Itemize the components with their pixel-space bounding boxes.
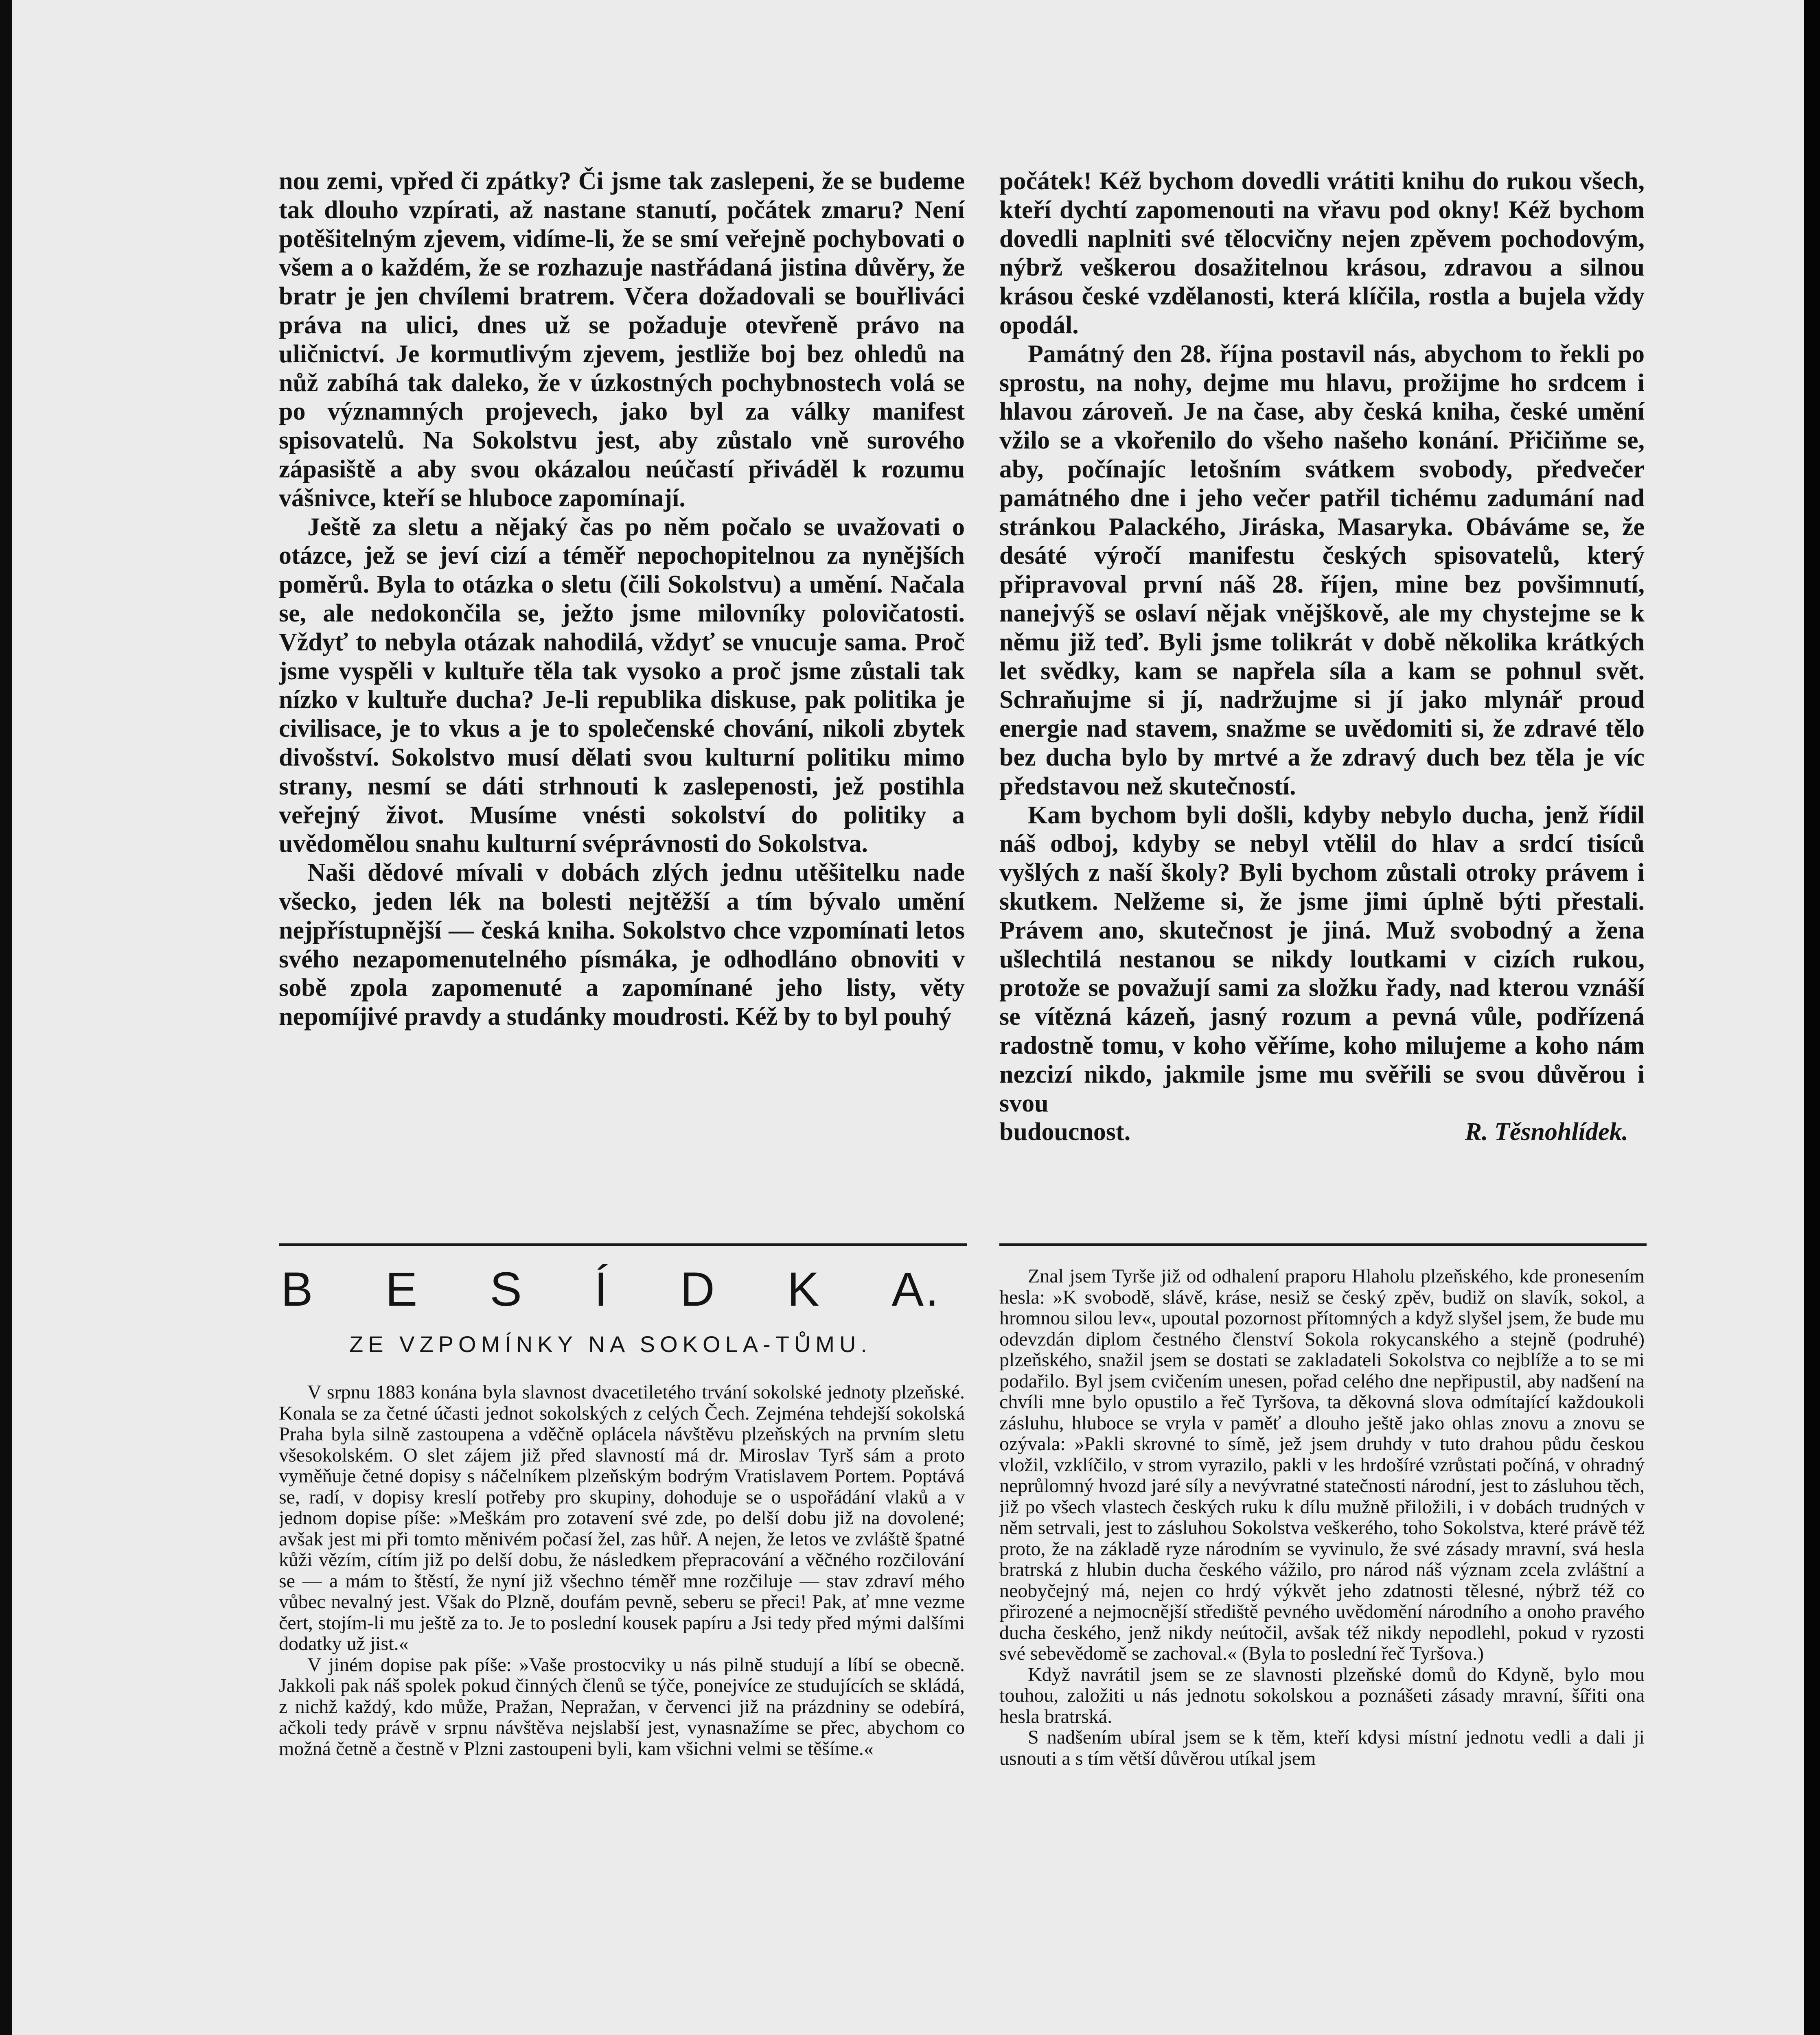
article-paragraph: nou zemi, vpřed či zpátky? Či jsme tak zaslepeni, že se budeme tak dlouho vzpírati, až nastane stanutí, počátek zmaru? Není potěšitelným zjevem, vidíme-li, že se smí veřejně pochybovati o všem a o každém, že se rozhazuje nastřádaná jistina důvěry, že bratr je jen chvílemi bratrem. Včera dožadovali se bouřliváci práva na ulici, dnes už se požaduje otevřeně právo na uličnictví. Je kormutlivým zjevem, jestliže boj bez ohledů na nůž zabíhá tak daleko, že v úzkostných pochybnostech volá se po významných projevech, jako byl za války manifest spisovatelů. Na Sokolstvu jest, aby zůstalo vně surového zápasiště a aby svou okázalou neúčastí přiváděl k rozumu vášnivce, kteří se hluboce zapomínají. <box>279 167 965 512</box>
article-paragraph: Naši dědové mívali v dobách zlých jednu utěšitelku nade všecko, jeden lék na bolesti nejtěžší a tím bývalo umění nejpřístupnější — česká kniha. Sokolstvo chce vzpomínati letos svého nezapomenutelného písmáka, je odhodláno obnoviti v sobě zpola zapomenuté a zapomínané jeho listy, věty nepomíjivé pravdy a studánky moudrosti. Kéž by to byl pouhý <box>279 859 965 1031</box>
heading-letter: Í <box>594 1263 609 1316</box>
article-paragraph: Ještě za sletu a nějaký čas po něm počalo se uvažovati o otázce, jež se jeví cizí a téměř nepochopitelnou za nynějších poměrů. Byla to otázka o sletu (čili Sokolstvu) a umění. Načala se, ale nedokončila se, ježto jsme milovníky polovičatosti. Vždyť to nebyla otázak nahodilá, vždyť se vnucuje sama. Proč jsme vyspěli v kultuře těla tak vysoko a proč jsme zůstali tak nízko v kultuře ducha? Je-li republika diskuse, pak politika je civilisace, je to vkus a je to společenské chování, nikoli zbytek divošství. Sokolstvo musí dělati svou kulturní politiku mimo strany, nesmí se dáti strhnouti k zaslepenosti, jež postihla veřejný život. Musíme vnésti sokolství do politiky a uvědomělou snahu kulturní svéprávnosti do Sokolstva. <box>279 513 965 858</box>
article-right-column <box>999 167 1645 1229</box>
heading-letter: B <box>281 1263 315 1316</box>
article-paragraph: Památný den 28. října postavil nás, abychom to řekli po sprostu, na nohy, dejme mu hlavu, prožijme ho srdcem i hlavou zároveň. Je na čase, aby česká kniha, české umění vžilo se a vkořenilo do všeho našeho konání. Přičiňme se, aby, počínajíc letošním svátkem svobody, předvečer památného dne i jeho večer patřil tichému zadumání nad stránkou Palackého, Jiráska, Masaryka. Obáváme se, že desáté výročí manifestu českých spisovatelů, který připravoval první náš 28. říjen, mine bez povšimnutí, nanejvýš se oslaví nějak vnějškově, ale my chystejme se k němu již teď. Byli jsme tolikrát v době několika krátkých let svědky, kam se napřela síla a kam se pohnul svět. Schraňujme si jí, nadržujme si jí jako mlynář proud energie nad stavem, snažme se uvědomiti si, že zdravé tělo bez ducha bylo by mrtvé a že zdravý duch bez těla je víc představou než skutečností. <box>999 340 1645 800</box>
article-paragraph: počátek! Kéž bychom dovedli vrátiti knihu do rukou všech, kteří dychtí zapomenouti na vřavu pod okny! Kéž bychom dovedli naplniti své tělocvičny nejen zpěvem pochodovým, nýbrž veškerou dosažitelnou krásou, zdravou a silnou krásou české vzdělanosti, která klíčila, rostla a bujela vždy opodál. <box>999 167 1645 339</box>
scan-edge-right <box>1804 0 1820 2035</box>
article-left-column <box>279 167 965 1229</box>
author-signature: R. Těsnohlídek. <box>1465 1118 1628 1146</box>
heading-letter: S <box>490 1263 523 1316</box>
closing-word: budoucnost. <box>999 1118 1131 1146</box>
heading-letter: E <box>385 1263 419 1316</box>
besidka-right-column <box>999 1266 1645 2035</box>
article-paragraph: Kam bychom byli došli, kdyby nebylo ducha, jenž řídil náš odboj, kdyby se nebyl vtělil do hlav a srdcí tisíců vyšlých z naší školy? Byli bychom zůstali otroky právem i skutkem. Nelžeme si, že jsme jimi úplně býti přestali. Právem ano, skutečnost je jiná. Muž svobodný a žena ušlechtilá nestanou se nikdy loutkami v cizích rukou, protože se považují sami za složku řady, nad kterou vznáší se vítězná kázeň, jasný rozum a pevná vůle, podřízená radostně tomu, v koho věříme, koho milujeme a koho nám nezcizí nikdo, jakmile jsme mu svěřili se svou důvěrou i svou <box>999 801 1645 1117</box>
besidka-paragraph: V jiném dopise pak píše: »Vaše prostocviky u nás pilně studují a líbí se obecně. Jakkoli pak náš spolek pokud činných členů se týče, ponejvíce ze studujících se skládá, z nichž každý, kdo může, Pražan, Nepražan, v červenci již na prázdniny se odebírá, ačkoli tedy právě v srpnu návštěva nejslabší jest, vynasnažíme se přec, abychom co možná četně a čestně v Plzni zastoupeni byli, kam všichni velmi se těšíme.« <box>279 1654 965 1759</box>
besidka-left-column <box>279 1382 965 2035</box>
besidka-paragraph: Znal jsem Tyrše již od odhalení praporu Hlaholu plzeňského, kde pronesením hesla: »K svobodě, slávě, kráse, nesiž se český zpěv, budiž on slavík, sokol, a hromnou silou lev«, upoutal pozornost přítomných a když slyšel jsem, že bude mu odevzdán diplom čestného členství Sokola rokycanského a stejně (podruhé) plzeňského, snažil jsem se dostati se zakladateli Sokolstva co nejblíže a to se mi podařilo. Byl jsem cvičením unesen, pořad celého dne nepřipustil, aby nadšení na chvíli mne bylo opustilo a řeč Tyršova, ta děkovná slova odmítající každoukoli zásluhu, hluboce se vryla v paměť a dlouho ještě jako ohlas znovu a znovu se ozývala: »Pakli skrovné to símě, jež jsem druhdy v tuto drahou půdu českou vložil, vzklíčilo, v strom vyrazilo, pakli v les hrdošíré vzrůstati počíná, v ohradný neprůlomný hvozd jaré síly a nevývratné statečnosti národní, jest to zásluhou těch, již po všech vlastech českých ruku k dílu mužně přiložili, i v dobách trudných v něm setrvali, jest to zásluhou Sokolstva veškerého, toho Sokolstva, které právě též proto, že na základě ryze národním se vyvinulo, že své zásady mravní, svá hesla bratrská z hlubin ducha českého vážilo, pro národ náš význam zcela zvláštní a neobyčejný má, nejen co hrdý výkvět jeho zdatnosti tělesné, nýbrž též co přirozené a nejmocnější střediště pevného uvědomění národního a onoho pravého ducha českého, jenž nikdy neútočil, avšak též nikdy nepodlehl, pokud v ryzosti své sebevědomě se zachoval.« (Byla to poslední řeč Tyršova.) <box>999 1266 1645 1664</box>
signature-line <box>999 1118 1645 1147</box>
heading-letter: D <box>680 1263 716 1316</box>
besidka-subheading: ZE VZPOMÍNKY NA SOKOLA-TŮMU. <box>349 1331 872 1357</box>
besidka-paragraph: V srpnu 1883 konána byla slavnost dvacetiletého trvání sokolské jednoty plzeňské. Konala se za četné účasti jednot sokolských z celých Čech. Zejména tehdejší sokolská Praha byla silně zastoupena a vděčně oplácela návštěvu plzeňských na prvním sletu všesokolském. O slet zájem již před slavností má dr. Miroslav Tyrš sám a proto vyměňuje četné dopisy s náčelníkem plzeňským bodrým Vratislavem Portem. Poptává se, radí, v dopisy kreslí potřeby pro skupiny, dohoduje se o uspořádání vlaků a v jednom dopise píše: »Meškám pro zotavení své zde, po delší dobu již na dovolené; avšak jest mi při tomto měnivém počasí žel, zas hůř. A nejen, že letos ve zvláště špatné kůži vězím, cítím již po delší dobu, že následkem přepracování a věčného rozčilování se — a mám to štěstí, že nyní již všechno téměř mne rozčiluje — stav zdraví mého vůbec nevalný jest. Však do Plzně, doufám pevně, seberu se přeci! Pak, ať mne vezme čert, stojím-li mu ještě za to. Je to poslední kousek papíru a Jsi tedy před mými dalšími dodatky už jist.« <box>279 1382 965 1654</box>
section-rule-left <box>279 1243 967 1246</box>
besidka-heading <box>281 1262 940 1317</box>
section-rule-right <box>999 1243 1647 1246</box>
besidka-paragraph: Když navrátil jsem se ze slavnosti plzeňské domů do Kdyně, bylo mou touhou, založiti u nás jednotu sokolskou a poznášeti zásady mravní, šířiti ona hesla bratrská. <box>999 1663 1645 1727</box>
besidka-paragraph: S nadšením ubíral jsem se k těm, kteří kdysi místní jednotu vedli a dali ji usnouti a s tím větší důvěrou utíkal jsem <box>999 1726 1645 1769</box>
heading-letter: K <box>787 1263 821 1316</box>
scan-edge-left <box>0 0 12 2035</box>
heading-letter: A. <box>891 1263 940 1316</box>
